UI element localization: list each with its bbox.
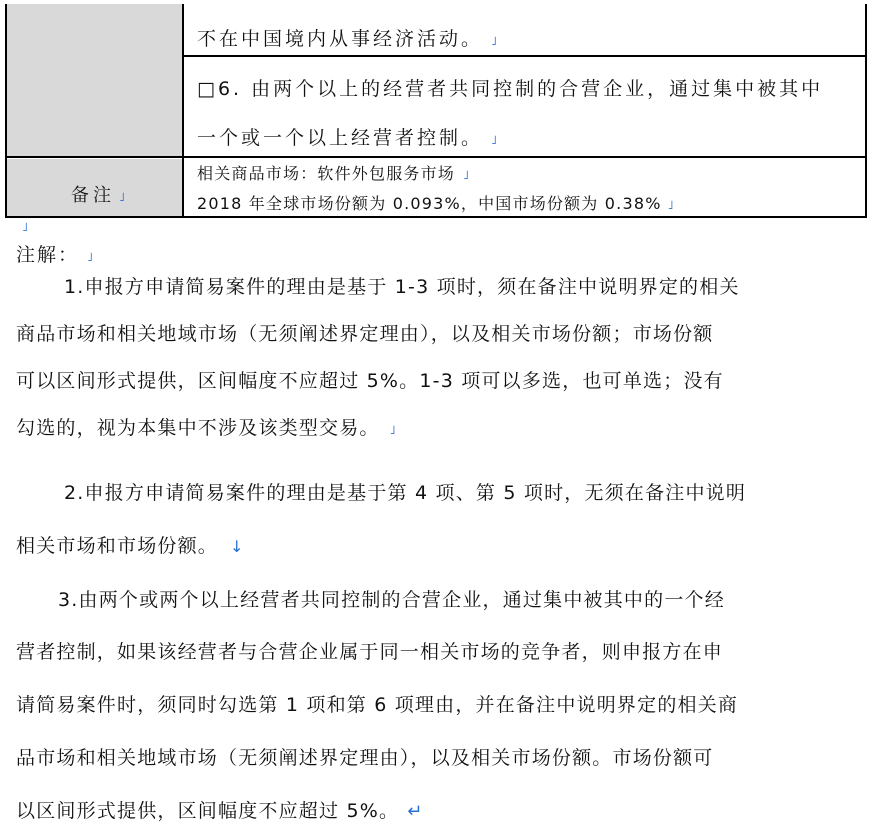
left-gray-cell [5,4,182,157]
paragraph-mark-icon: ˩ [667,198,675,212]
row2-line2-text: 一个或一个以上经营者控制。 [197,127,484,149]
note3-last-line [16,796,423,823]
table-row1-text [197,24,500,51]
note1-line: 1.申报方申请简易案件的理由是基于 1-3 项时，须在备注中说明界定的相关 [64,276,740,298]
notes-heading [16,240,95,267]
table-border-left [5,4,7,218]
paragraph-mark-icon: ˩ [22,220,28,234]
paragraph-mark-icon: ˩ [87,250,95,264]
remark-line2 [197,191,675,214]
table-border-bottom [5,216,867,218]
remark-label-text: 备注 [71,185,115,206]
paragraph-mark-icon: ˩ [119,190,129,204]
paragraph-mark-icon: ˩ [463,168,471,182]
note3-line: 品市场和相关地域市场（无须阐述界定理由），以及相关市场份额。市场份额可 [16,747,714,769]
paragraph-mark-icon: ˩ [389,423,397,437]
note1-line: 勾选的，视为本集中不涉及该类型交易。 [16,417,380,439]
note2-last-line [16,531,245,558]
table-row2-line1 [197,74,823,101]
note1-last-line [16,413,397,440]
note2-line: 相关市场和市场份额。 [16,535,219,557]
remark-line1-text: 相关商品市场：软件外包服务市场 [197,164,456,183]
note3-line: 3.由两个或两个以上经营者共同控制的合营企业，通过集中被其中的一个经 [58,589,725,611]
notes-heading-text: 注解： [16,244,80,266]
form-table [5,4,867,218]
paragraph-mark-icon: ˩ [491,34,500,48]
note3-line: 以区间形式提供，区间幅度不应超过 5%。 [16,800,400,822]
remark-label [71,181,129,207]
paragraph-mark-icon: ˩ [491,133,500,147]
table-column-divider [182,4,184,218]
table-border-right [865,4,867,218]
line-break-icon: ↓ [230,537,245,556]
note1-line: 商品市场和相关地域市场（无须阐述界定理由），以及相关市场份额；市场份额 [16,323,714,345]
remark-line2-text: 2018 年全球市场份额为 0.093%，中国市场份额为 0.38% [197,194,662,213]
table-row-divider-2 [5,156,867,158]
note2-line: 2.申报方申请简易案件的理由是基于第 4 项、第 5 项时，无须在备注中说明 [64,482,747,504]
table-row2-line2 [197,123,500,150]
note3-line: 营者控制，如果该经营者与合营企业属于同一相关市场的竞争者，则申报方在申 [16,641,724,663]
table-row-divider-1 [182,55,867,57]
row1-text: 不在中国境内从事经济活动。 [197,28,484,50]
row2-line1-text: □6. 由两个以上的经营者共同控制的合营企业，通过集中被其中 [197,78,824,100]
paragraph-return-icon: ↵ [407,801,424,822]
remark-line1 [197,161,470,184]
note1-line: 可以区间形式提供，区间幅度不应超过 5%。1-3 项可以多选，也可单选；没有 [16,370,724,392]
note3-line: 请简易案件时，须同时勾选第 1 项和第 6 项理由，并在备注中说明界定的相关商 [16,694,739,716]
